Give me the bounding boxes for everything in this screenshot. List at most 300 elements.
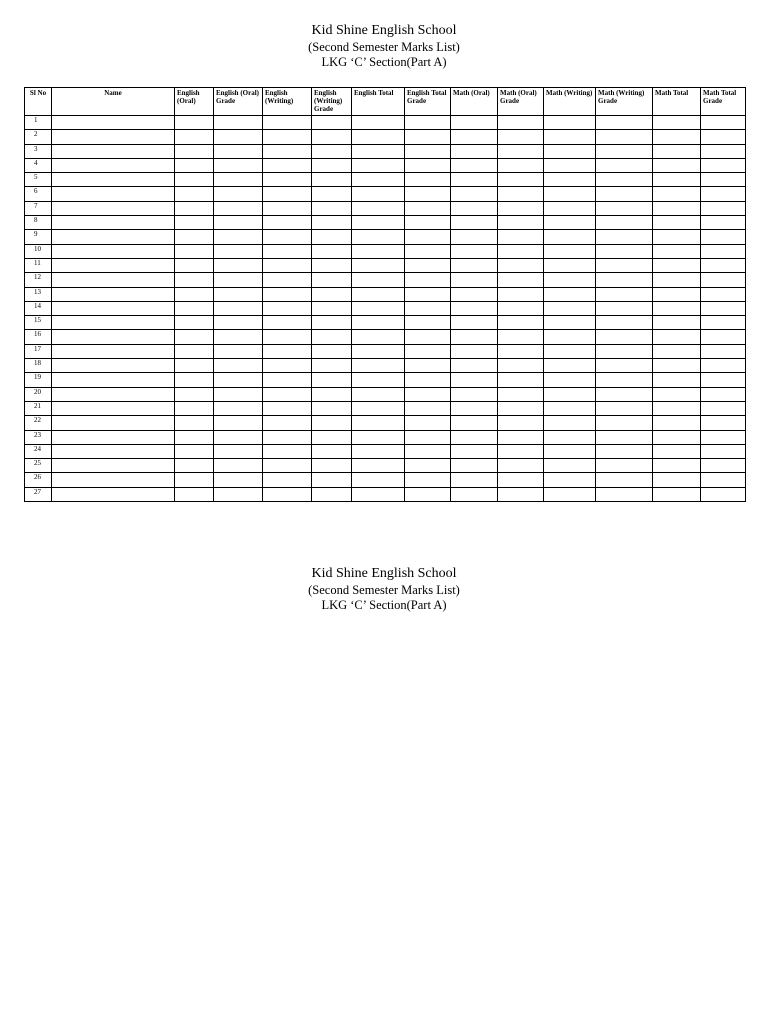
table-cell [263, 173, 312, 187]
table-cell [701, 373, 746, 387]
table-cell [52, 244, 175, 258]
table-cell [653, 130, 701, 144]
table-cell [405, 444, 451, 458]
table-cell [52, 201, 175, 215]
marks-list-subtitle: (Second Semester Marks List) [308, 582, 460, 597]
table-cell [312, 387, 352, 401]
table-cell [263, 230, 312, 244]
table-cell [175, 487, 214, 501]
table-cell [653, 344, 701, 358]
table-cell [52, 287, 175, 301]
table-row [25, 430, 746, 444]
table-cell [312, 316, 352, 330]
table-cell [701, 144, 746, 158]
table-cell [175, 144, 214, 158]
table-cell [352, 487, 405, 501]
table-cell [352, 316, 405, 330]
table-cell [451, 230, 498, 244]
table-cell [653, 273, 701, 287]
school-title: Kid Shine English School [311, 566, 457, 581]
table-cell [52, 158, 175, 172]
table-cell [653, 301, 701, 315]
table-cell [312, 187, 352, 201]
table-cell [312, 430, 352, 444]
table-cell [405, 258, 451, 272]
table-cell [175, 473, 214, 487]
table-cell [596, 359, 653, 373]
table-cell [653, 373, 701, 387]
table-cell [544, 444, 596, 458]
table-cell [544, 301, 596, 315]
table-cell [498, 230, 544, 244]
row-sl-no: 20 [25, 387, 52, 401]
table-cell [596, 316, 653, 330]
table-cell [52, 401, 175, 415]
table-cell [263, 401, 312, 415]
table-cell [52, 173, 175, 187]
top-heading [0, 23, 768, 70]
table-cell [498, 330, 544, 344]
table-cell [175, 387, 214, 401]
table-cell [214, 158, 263, 172]
header-english-oral: English (Oral) [175, 88, 214, 116]
table-cell [214, 144, 263, 158]
table-cell [544, 430, 596, 444]
table-cell [544, 273, 596, 287]
table-cell [544, 459, 596, 473]
table-cell [52, 230, 175, 244]
header-math-total: Math Total [653, 88, 701, 116]
table-header-row [25, 88, 746, 116]
table-cell [498, 344, 544, 358]
table-cell [312, 130, 352, 144]
table-cell [701, 344, 746, 358]
table-row [25, 316, 746, 330]
table-cell [451, 387, 498, 401]
table-cell [596, 344, 653, 358]
table-cell [405, 301, 451, 315]
table-cell [214, 173, 263, 187]
table-cell [52, 444, 175, 458]
table-cell [175, 258, 214, 272]
table-cell [596, 373, 653, 387]
table-cell [312, 344, 352, 358]
table-cell [263, 301, 312, 315]
table-cell [214, 401, 263, 415]
table-cell [214, 330, 263, 344]
table-cell [312, 244, 352, 258]
table-cell [405, 216, 451, 230]
table-cell [312, 330, 352, 344]
table-cell [653, 173, 701, 187]
table-cell [263, 487, 312, 501]
row-sl-no: 22 [25, 416, 52, 430]
table-cell [352, 201, 405, 215]
table-cell [52, 273, 175, 287]
table-cell [544, 201, 596, 215]
header-math-oral: Math (Oral) [451, 88, 498, 116]
table-cell [52, 330, 175, 344]
table-cell [352, 373, 405, 387]
table-cell [544, 158, 596, 172]
table-cell [596, 116, 653, 130]
table-cell [352, 116, 405, 130]
table-cell [544, 258, 596, 272]
header-english-writing: English (Writing) [263, 88, 312, 116]
table-cell [214, 444, 263, 458]
table-cell [312, 258, 352, 272]
table-row [25, 416, 746, 430]
table-cell [701, 301, 746, 315]
table-cell [544, 330, 596, 344]
table-cell [352, 230, 405, 244]
table-cell [405, 387, 451, 401]
row-sl-no: 3 [25, 144, 52, 158]
table-cell [263, 201, 312, 215]
row-sl-no: 19 [25, 373, 52, 387]
table-cell [544, 316, 596, 330]
table-cell [214, 130, 263, 144]
table-cell [498, 187, 544, 201]
table-cell [451, 301, 498, 315]
table-cell [701, 230, 746, 244]
table-cell [352, 444, 405, 458]
table-cell [52, 130, 175, 144]
table-cell [701, 187, 746, 201]
table-cell [701, 173, 746, 187]
marks-list-subtitle: (Second Semester Marks List) [308, 39, 460, 54]
table-cell [701, 158, 746, 172]
table-cell [451, 359, 498, 373]
table-cell [653, 244, 701, 258]
table-row [25, 116, 746, 130]
table-cell [596, 330, 653, 344]
table-cell [175, 273, 214, 287]
table-cell [405, 416, 451, 430]
table-cell [352, 387, 405, 401]
table-cell [263, 116, 312, 130]
table-cell [263, 416, 312, 430]
table-cell [52, 359, 175, 373]
table-cell [175, 344, 214, 358]
table-cell [653, 258, 701, 272]
table-cell [312, 444, 352, 458]
row-sl-no: 9 [25, 230, 52, 244]
table-cell [451, 144, 498, 158]
table-cell [263, 316, 312, 330]
table-cell [352, 459, 405, 473]
table-cell [701, 401, 746, 415]
table-cell [263, 330, 312, 344]
table-cell [498, 201, 544, 215]
table-row [25, 359, 746, 373]
table-cell [263, 359, 312, 373]
row-sl-no: 4 [25, 158, 52, 172]
table-cell [451, 258, 498, 272]
table-cell [52, 187, 175, 201]
table-cell [498, 459, 544, 473]
table-cell [498, 416, 544, 430]
table-cell [544, 144, 596, 158]
table-cell [312, 359, 352, 373]
table-cell [498, 430, 544, 444]
table-cell [352, 130, 405, 144]
school-title: Kid Shine English School [311, 23, 457, 38]
table-cell [701, 244, 746, 258]
table-cell [52, 116, 175, 130]
table-cell [498, 359, 544, 373]
table-cell [498, 444, 544, 458]
table-cell [701, 487, 746, 501]
table-cell [214, 244, 263, 258]
table-cell [451, 473, 498, 487]
table-cell [352, 301, 405, 315]
table-cell [544, 473, 596, 487]
table-cell [263, 273, 312, 287]
table-cell [701, 444, 746, 458]
table-cell [263, 373, 312, 387]
table-row [25, 144, 746, 158]
table-cell [544, 287, 596, 301]
table-row [25, 173, 746, 187]
table-cell [498, 273, 544, 287]
table-cell [451, 158, 498, 172]
table-cell [175, 230, 214, 244]
table-cell [405, 373, 451, 387]
table-cell [263, 216, 312, 230]
row-sl-no: 7 [25, 201, 52, 215]
table-cell [214, 473, 263, 487]
table-cell [498, 244, 544, 258]
table-row [25, 401, 746, 415]
table-cell [701, 287, 746, 301]
table-cell [544, 487, 596, 501]
table-cell [352, 359, 405, 373]
table-cell [263, 158, 312, 172]
table-cell [405, 230, 451, 244]
table-cell [312, 373, 352, 387]
table-row [25, 373, 746, 387]
table-cell [175, 401, 214, 415]
table-cell [653, 187, 701, 201]
table-cell [214, 359, 263, 373]
table-cell [214, 216, 263, 230]
table-cell [596, 173, 653, 187]
table-cell [498, 373, 544, 387]
table-cell [263, 258, 312, 272]
table-cell [352, 258, 405, 272]
table-cell [312, 201, 352, 215]
table-row [25, 258, 746, 272]
table-cell [263, 444, 312, 458]
table-cell [498, 287, 544, 301]
table-cell [175, 201, 214, 215]
table-cell [352, 287, 405, 301]
table-row [25, 158, 746, 172]
table-cell [405, 359, 451, 373]
table-cell [451, 430, 498, 444]
table-cell [596, 416, 653, 430]
table-cell [312, 216, 352, 230]
table-cell [701, 273, 746, 287]
table-row [25, 287, 746, 301]
row-sl-no: 6 [25, 187, 52, 201]
table-cell [175, 158, 214, 172]
table-cell [596, 473, 653, 487]
table-cell [312, 416, 352, 430]
header-math-oral-grade: Math (Oral) Grade [498, 88, 544, 116]
table-cell [352, 144, 405, 158]
table-cell [405, 401, 451, 415]
table-cell [175, 316, 214, 330]
table-cell [498, 144, 544, 158]
table-cell [701, 387, 746, 401]
table-cell [653, 359, 701, 373]
table-cell [544, 173, 596, 187]
table-row [25, 487, 746, 501]
table-cell [596, 273, 653, 287]
table-cell [405, 201, 451, 215]
table-cell [263, 387, 312, 401]
table-cell [52, 316, 175, 330]
table-cell [653, 430, 701, 444]
table-cell [263, 287, 312, 301]
table-cell [405, 473, 451, 487]
table-cell [263, 344, 312, 358]
table-cell [175, 301, 214, 315]
table-cell [175, 430, 214, 444]
table-cell [596, 130, 653, 144]
table-cell [653, 316, 701, 330]
row-sl-no: 16 [25, 330, 52, 344]
table-cell [175, 116, 214, 130]
table-cell [175, 359, 214, 373]
table-cell [653, 230, 701, 244]
table-cell [312, 287, 352, 301]
table-cell [52, 473, 175, 487]
table-cell [175, 330, 214, 344]
table-cell [701, 258, 746, 272]
table-cell [263, 459, 312, 473]
table-cell [451, 287, 498, 301]
table-cell [544, 116, 596, 130]
table-cell [405, 173, 451, 187]
table-row [25, 130, 746, 144]
table-cell [175, 130, 214, 144]
table-cell [701, 473, 746, 487]
table-cell [52, 487, 175, 501]
table-cell [214, 316, 263, 330]
table-cell [701, 330, 746, 344]
table-cell [701, 430, 746, 444]
table-cell [214, 201, 263, 215]
table-cell [352, 416, 405, 430]
table-row [25, 444, 746, 458]
table-cell [405, 316, 451, 330]
table-cell [451, 201, 498, 215]
row-sl-no: 26 [25, 473, 52, 487]
table-cell [175, 373, 214, 387]
table-row [25, 230, 746, 244]
table-cell [596, 387, 653, 401]
table-cell [405, 344, 451, 358]
table-cell [544, 359, 596, 373]
table-cell [544, 130, 596, 144]
table-cell [214, 301, 263, 315]
row-sl-no: 10 [25, 244, 52, 258]
table-cell [701, 316, 746, 330]
row-sl-no: 2 [25, 130, 52, 144]
table-cell [498, 158, 544, 172]
table-cell [498, 258, 544, 272]
table-cell [653, 473, 701, 487]
table-cell [352, 473, 405, 487]
table-cell [701, 216, 746, 230]
header-english-oral-grade: English (Oral) Grade [214, 88, 263, 116]
table-cell [498, 487, 544, 501]
table-cell [701, 359, 746, 373]
table-cell [352, 401, 405, 415]
table-cell [451, 373, 498, 387]
table-cell [312, 301, 352, 315]
table-row [25, 301, 746, 315]
table-cell [596, 258, 653, 272]
row-sl-no: 8 [25, 216, 52, 230]
table-cell [596, 158, 653, 172]
table-cell [312, 273, 352, 287]
table-cell [52, 144, 175, 158]
table-cell [451, 216, 498, 230]
header-english-total-grade: English Total Grade [405, 88, 451, 116]
table-cell [312, 473, 352, 487]
table-cell [498, 301, 544, 315]
table-row [25, 244, 746, 258]
table-cell [214, 344, 263, 358]
header-name: Name [52, 88, 175, 116]
table-cell [263, 473, 312, 487]
row-sl-no: 23 [25, 430, 52, 444]
row-sl-no: 25 [25, 459, 52, 473]
table-cell [312, 173, 352, 187]
table-cell [451, 244, 498, 258]
row-sl-no: 5 [25, 173, 52, 187]
table-cell [405, 244, 451, 258]
table-cell [263, 144, 312, 158]
table-cell [451, 487, 498, 501]
table-cell [52, 344, 175, 358]
table-cell [498, 216, 544, 230]
table-cell [451, 273, 498, 287]
table-cell [214, 230, 263, 244]
table-cell [498, 173, 544, 187]
table-cell [214, 487, 263, 501]
table-cell [498, 116, 544, 130]
table-cell [451, 459, 498, 473]
table-cell [653, 158, 701, 172]
table-cell [214, 287, 263, 301]
table-cell [214, 273, 263, 287]
table-cell [596, 401, 653, 415]
table-cell [596, 216, 653, 230]
row-sl-no: 11 [25, 258, 52, 272]
table-cell [352, 173, 405, 187]
table-cell [653, 387, 701, 401]
table-cell [498, 473, 544, 487]
table-cell [544, 230, 596, 244]
header-math-total-grade: Math Total Grade [701, 88, 746, 116]
table-row [25, 187, 746, 201]
table-cell [596, 201, 653, 215]
